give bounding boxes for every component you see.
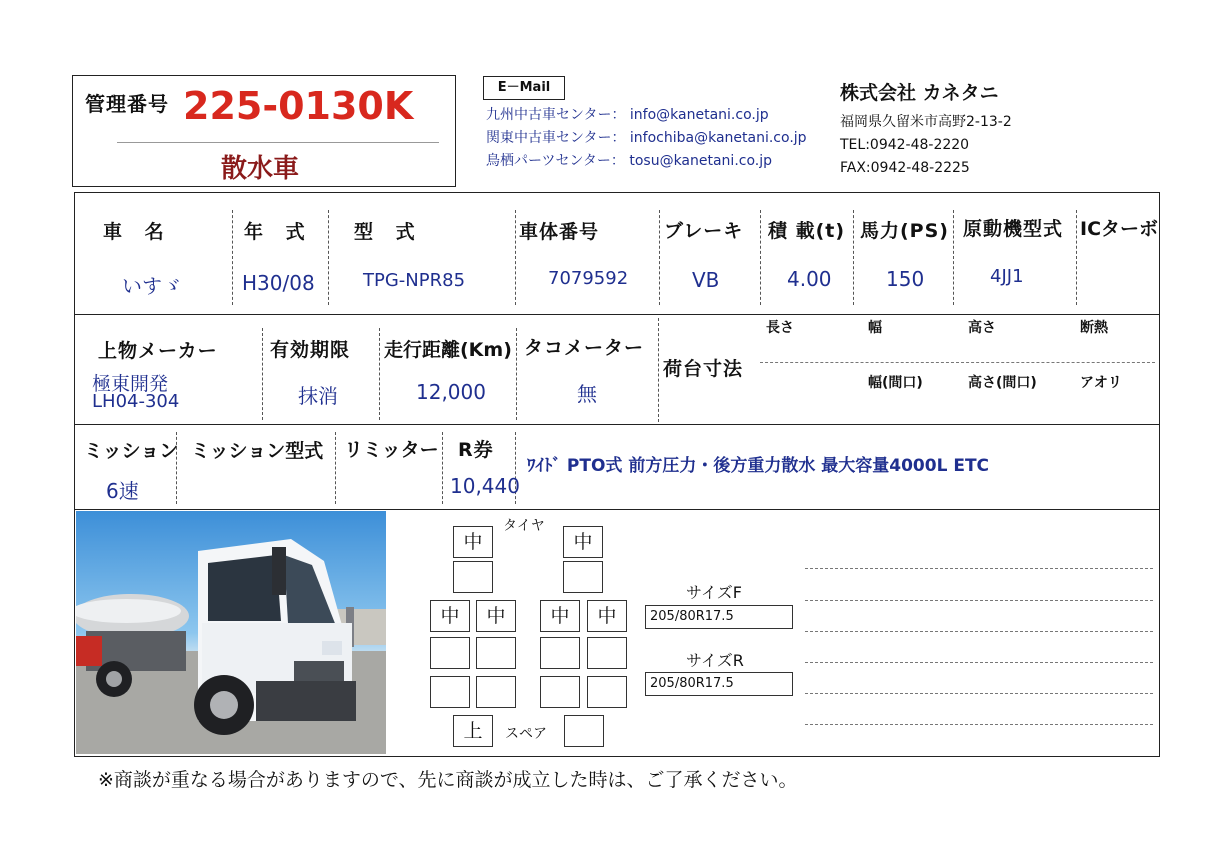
mission-value: 6速 — [106, 479, 139, 503]
title-divider — [117, 142, 439, 143]
company-fax: FAX:0942-48-2225 — [840, 160, 970, 176]
email-label: E－Mail — [497, 80, 551, 95]
email-row-tosu — [486, 150, 807, 173]
row-divider — [74, 509, 1160, 510]
value-engine-model: 4JJ1 — [990, 266, 1024, 287]
dim-height-opening-label: 高さ(間口) — [968, 375, 1037, 391]
header-engine-model: 原動機型式 — [963, 218, 1064, 240]
dim-tailgate-label: アオリ — [1080, 375, 1122, 391]
cargo-dimensions-label: 荷台寸法 — [663, 358, 744, 380]
email-center: 関東中古車センター： — [486, 130, 626, 146]
company-name: 株式会社 カネタニ — [840, 82, 999, 104]
management-number-box — [72, 75, 456, 187]
size-r-label: サイズR — [686, 651, 744, 670]
value-horsepower: 150 — [886, 267, 925, 291]
header-horsepower: 馬力(PS) — [860, 220, 949, 242]
tire-front-left: 中 — [453, 526, 493, 558]
email-row-kyushu — [486, 104, 807, 127]
email-row-kanto — [486, 127, 807, 150]
size-r-value: 205/80R17.5 — [645, 672, 793, 696]
note-line — [805, 568, 1153, 569]
dim-width-opening-label: 幅(間口) — [868, 375, 923, 391]
email-address[interactable]: infochiba@kanetani.co.jp — [629, 130, 807, 146]
tire-rear-6 — [476, 637, 516, 669]
value-car-name: いすゞ — [122, 274, 182, 298]
header-chassis: 車体番号 — [519, 221, 600, 243]
dim-length-label: 長さ — [766, 320, 794, 336]
dim-height-label: 高さ — [968, 320, 996, 336]
header-brake: ブレーキ — [664, 220, 744, 242]
note-line — [805, 600, 1153, 601]
col-divider — [1076, 210, 1077, 305]
dimension-divider — [760, 362, 1155, 363]
expiry-label: 有効期限 — [270, 339, 351, 361]
tire-rear-4: 中 — [587, 600, 627, 632]
note-line — [805, 631, 1153, 632]
spare-label: スペア — [505, 726, 547, 742]
value-model: TPG-NPR85 — [363, 270, 466, 291]
limiter-label: リミッター — [344, 439, 439, 461]
email-address[interactable]: info@kanetani.co.jp — [629, 107, 769, 123]
tire-front-left-inner — [453, 561, 493, 593]
col-divider — [442, 432, 443, 504]
r-ken-label: R券 — [458, 439, 494, 461]
maker-label: 上物メーカー — [98, 340, 218, 362]
col-divider — [953, 210, 954, 305]
email-label-box — [483, 76, 565, 100]
header-year: 年 式 — [244, 221, 313, 243]
tire-rear-8 — [587, 637, 627, 669]
truck-photo — [76, 511, 386, 754]
col-divider — [515, 210, 516, 305]
expiry-value: 抹消 — [298, 384, 338, 408]
footer-note: ※商談が重なる場合がありますので、先に商談が成立した時は、ご了承ください。 — [98, 769, 798, 791]
company-address: 福岡県久留米市高野2-13-2 — [840, 114, 1012, 130]
tire-rear-2: 中 — [476, 600, 516, 632]
maker-value: 極東開発 — [92, 373, 169, 395]
management-number-label: 管理番号 — [85, 92, 169, 116]
col-divider — [232, 210, 233, 305]
col-divider — [658, 318, 659, 422]
size-f-value: 205/80R17.5 — [645, 605, 793, 629]
value-brake: VB — [692, 268, 720, 292]
tire-rear-11 — [540, 676, 580, 708]
tire-front-right-inner — [563, 561, 603, 593]
col-divider — [516, 328, 517, 420]
size-f-label: サイズF — [686, 583, 742, 602]
note-line — [805, 693, 1153, 694]
value-load: 4.00 — [787, 267, 832, 291]
tire-rear-5 — [430, 637, 470, 669]
col-divider — [853, 210, 854, 305]
company-info — [840, 78, 1012, 180]
vehicle-type: 散水車 — [221, 154, 300, 184]
col-divider — [335, 432, 336, 504]
col-divider — [379, 328, 380, 420]
tire-front-right: 中 — [563, 526, 603, 558]
value-year: H30/08 — [242, 271, 315, 295]
col-divider — [659, 210, 660, 305]
dim-insulation-label: 断熱 — [1080, 320, 1108, 336]
tire-label: タイヤ — [503, 518, 545, 534]
r-ken-value: 10,440 — [450, 474, 520, 498]
management-number: 225-0130K — [183, 84, 414, 128]
tire-rear-12 — [587, 676, 627, 708]
email-list — [486, 104, 807, 173]
email-address[interactable]: tosu@kanetani.co.jp — [629, 153, 773, 169]
truck-illustration — [76, 511, 386, 754]
row-divider — [74, 314, 1160, 315]
tacho-value: 無 — [577, 382, 597, 406]
mileage-label: 走行距離(Km) — [384, 339, 512, 361]
col-divider — [328, 210, 329, 305]
note-line — [805, 662, 1153, 663]
note-line — [805, 724, 1153, 725]
mission-type-label: ミッション型式 — [191, 440, 324, 462]
col-divider — [262, 328, 263, 420]
email-center: 鳥栖パーツセンター： — [486, 153, 625, 169]
tire-rear-10 — [476, 676, 516, 708]
tire-spare-2 — [564, 715, 604, 747]
tire-spare: 上 — [453, 715, 493, 747]
value-chassis: 7079592 — [548, 268, 629, 289]
header-car-name: 車 名 — [103, 221, 172, 243]
dim-width-label: 幅 — [868, 320, 882, 336]
header-load: 積 載(t) — [768, 220, 846, 242]
remarks: ﾜｲﾄﾞ PTO式 前方圧力・後方重力散水 最大容量4000L ETC — [527, 456, 990, 476]
email-center: 九州中古車センター： — [486, 107, 626, 123]
maker-model: LH04-304 — [92, 391, 180, 412]
mission-label: ミッション — [84, 440, 179, 462]
header-ic-turbo: ICターボ — [1080, 218, 1159, 240]
tire-rear-1: 中 — [430, 600, 470, 632]
tire-rear-9 — [430, 676, 470, 708]
tire-rear-3: 中 — [540, 600, 580, 632]
mileage-value: 12,000 — [416, 380, 486, 404]
row-divider — [74, 424, 1160, 425]
col-divider — [760, 210, 761, 305]
header-model: 型 式 — [354, 221, 423, 243]
tire-rear-7 — [540, 637, 580, 669]
company-tel: TEL:0942-48-2220 — [840, 137, 970, 153]
tacho-label: タコメーター — [524, 337, 645, 359]
